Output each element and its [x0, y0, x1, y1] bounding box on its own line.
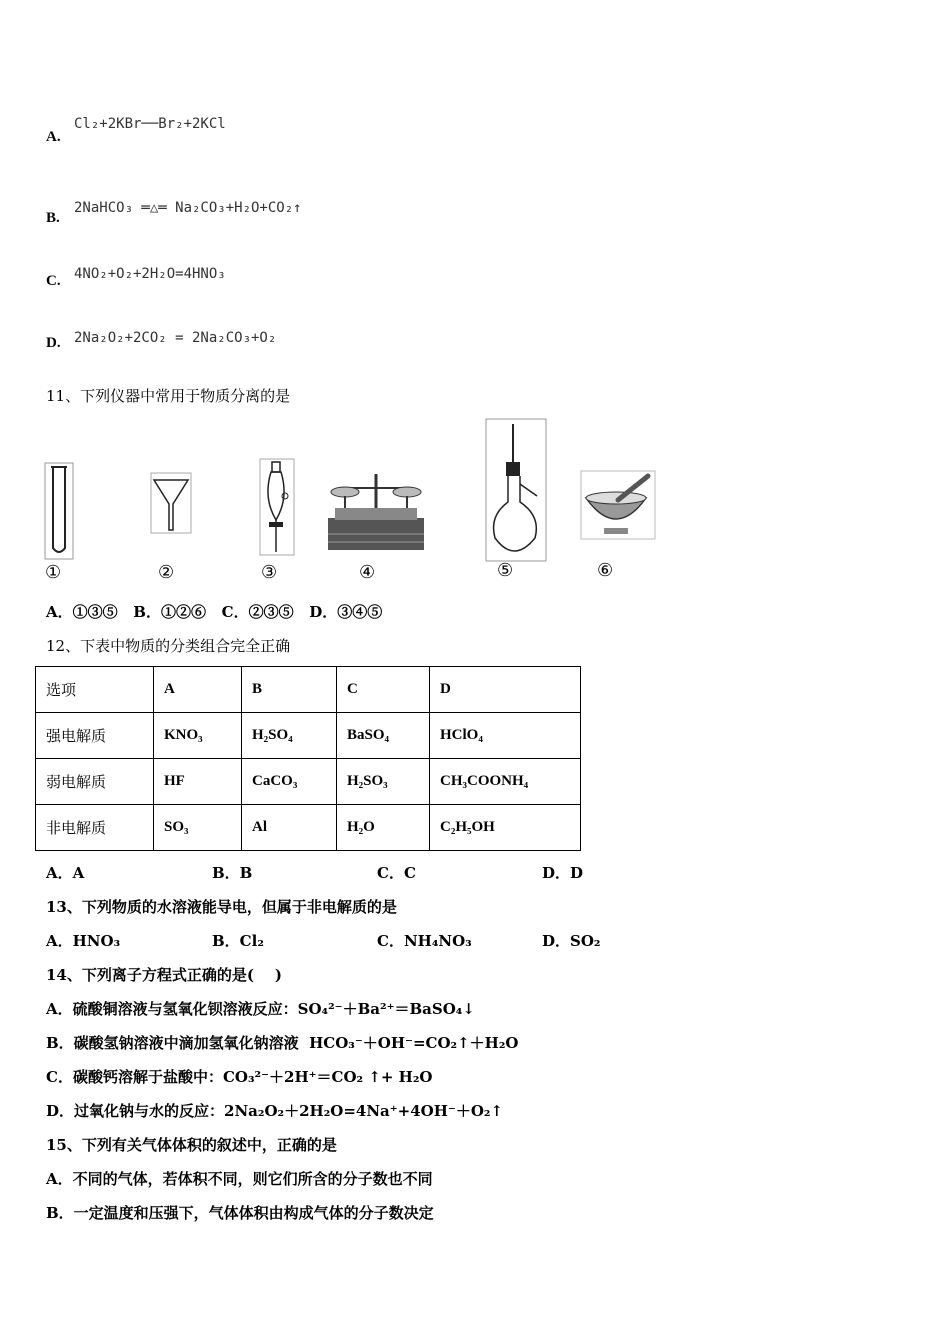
- instrument-label-2: ②: [158, 562, 175, 583]
- q14-option-b: B．碳酸氢钠溶液中滴加氢氧化钠溶液 HCO₃⁻＋OH⁻=CO₂↑＋H₂O: [46, 1034, 519, 1052]
- q14-option-d: D．过氧化钠与水的反应：2Na₂O₂＋2H₂O=4Na⁺+4OH⁻＋O₂↑: [46, 1102, 504, 1120]
- instrument-label-3: ③: [261, 562, 278, 583]
- table-header-cell: C: [337, 667, 430, 713]
- q12-option-b: B．B: [212, 864, 253, 882]
- q12-option-d: D．D: [542, 864, 584, 882]
- table-row: [36, 713, 581, 759]
- classification-table: [35, 666, 581, 851]
- instrument-label-6: ⑥: [597, 560, 614, 581]
- mortar-pestle-icon: [580, 470, 656, 540]
- table-cell: BaSO₄: [337, 713, 430, 759]
- table-row: [36, 759, 581, 805]
- table-cell: C₂H₅OH: [430, 805, 581, 851]
- table-header-row: [36, 667, 581, 713]
- table-cell: CH₃COONH₄: [430, 759, 581, 805]
- q10-option-d-equation: 2Na₂O₂+2CO₂ = 2Na₂CO₃+O₂: [74, 330, 277, 346]
- q12-option-a: A．A: [46, 864, 85, 882]
- q15-option-b: B．一定温度和压强下，气体体积由构成气体的分子数决定: [46, 1204, 434, 1222]
- q12-stem: 12、下表中物质的分类组合完全正确: [46, 637, 291, 655]
- q15-option-a: A．不同的气体，若体积不同，则它们所含的分子数也不同: [46, 1170, 433, 1188]
- q13-option-b: B．Cl₂: [212, 932, 264, 950]
- q10-option-b-equation: 2NaHCO₃ ═△═ Na₂CO₃+H₂O+CO₂↑: [74, 200, 302, 216]
- table-cell: H₂SO₃: [337, 759, 430, 805]
- table-cell: HF: [154, 759, 242, 805]
- table-row: [36, 805, 581, 851]
- q10-option-a-label: A.: [46, 129, 61, 145]
- table-header-cell: 选项: [36, 667, 154, 713]
- instrument-label-5: ⑤: [497, 560, 514, 581]
- q11-options: A．①③⑤ B．①②⑥ C．②③⑤ D．③④⑤: [46, 603, 383, 621]
- q13-option-a: A．HNO₃: [46, 932, 121, 950]
- q13-stem: 13、下列物质的水溶液能导电，但属于非电解质的是: [46, 898, 397, 916]
- table-cell: H₂O: [337, 805, 430, 851]
- q14-option-a: A．硫酸铜溶液与氢氧化钡溶液反应：SO₄²⁻＋Ba²⁺＝BaSO₄↓: [46, 1000, 475, 1018]
- table-header-cell: B: [242, 667, 337, 713]
- table-cell: KNO₃: [154, 713, 242, 759]
- test-tube-icon: [44, 462, 74, 560]
- instrument-label-4: ④: [359, 562, 376, 583]
- balance-scale-icon: [327, 468, 425, 552]
- q15-stem: 15、下列有关气体体积的叙述中，正确的是: [46, 1136, 337, 1154]
- q10-option-d-label: D.: [46, 335, 61, 351]
- q14-option-c: C．碳酸钙溶解于盐酸中：CO₃²⁻＋2H⁺＝CO₂ ↑+ H₂O: [46, 1068, 433, 1086]
- q10-option-c-equation: 4NO₂+O₂+2H₂O=4HNO₃: [74, 266, 226, 282]
- funnel-icon: [150, 472, 192, 534]
- instrument-label-1: ①: [45, 562, 62, 583]
- table-header-cell: D: [430, 667, 581, 713]
- distillation-flask-icon: [485, 418, 547, 562]
- q13-option-d: D．SO₂: [542, 932, 601, 950]
- q13-option-c: C．NH₄NO₃: [377, 932, 472, 950]
- q10-option-b-label: B.: [46, 210, 60, 226]
- q10-option-c-label: C.: [46, 273, 61, 289]
- q12-option-c: C．C: [377, 864, 416, 882]
- separatory-funnel-icon: [259, 458, 295, 556]
- table-cell: H₂SO₄: [242, 713, 337, 759]
- table-cell: 弱电解质: [36, 759, 154, 805]
- table-cell: Al: [242, 805, 337, 851]
- table-cell: 强电解质: [36, 713, 154, 759]
- table-cell: SO₃: [154, 805, 242, 851]
- q14-stem: 14、下列离子方程式正确的是( ): [46, 966, 282, 984]
- table-cell: HClO₄: [430, 713, 581, 759]
- table-cell: 非电解质: [36, 805, 154, 851]
- q11-stem: 11、下列仪器中常用于物质分离的是: [46, 387, 291, 405]
- table-cell: CaCO₃: [242, 759, 337, 805]
- table-header-cell: A: [154, 667, 242, 713]
- q10-option-a-equation: Cl₂+2KBr──Br₂+2KCl: [74, 116, 226, 132]
